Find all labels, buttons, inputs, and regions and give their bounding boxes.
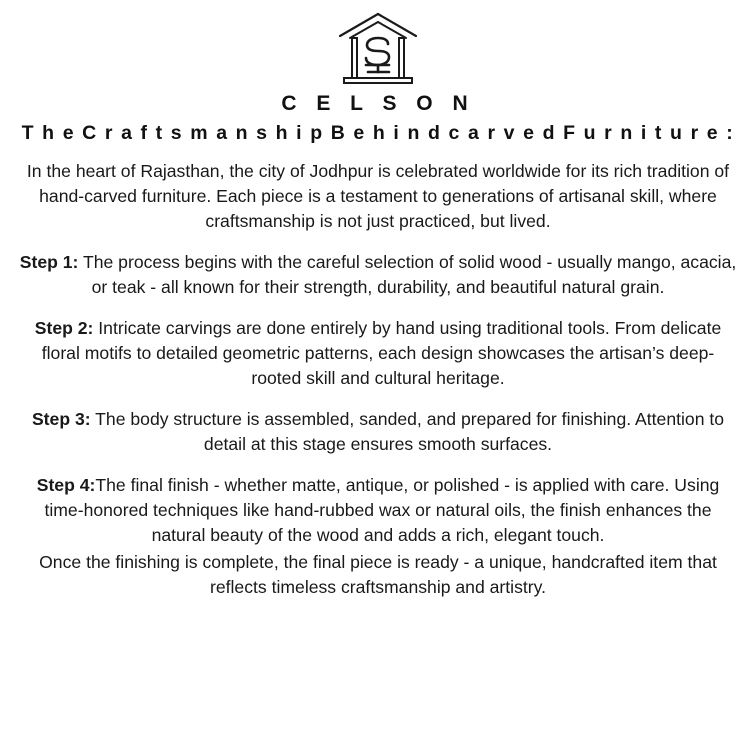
paragraph-step-1 [18,250,738,300]
paragraph-text: The final finish - whether matte, antique, or polished - is applied with care. Using time-honored techniques like hand-rubbed wax or natural oils, the finish enhances the natural beauty of the wood and adds a rich, elegant touch. [44,474,720,545]
step-label: Step 1: [19,251,79,272]
house-monogram-logo-icon [332,10,424,88]
page-title: T h e C r a f t s m a n s h i p B e h i n d c a r v e d F u r n i t u r e : [21,122,735,144]
paragraph-step-3 [18,407,738,457]
step-label: Step 2: [34,317,94,338]
paragraph-step-4 [18,473,738,548]
paragraph-intro [18,159,738,234]
paragraph-text: The body structure is assembled, sanded, and prepared for finishing. Attention to detail at this stage ensures smooth surfaces. [90,408,725,454]
paragraph-closing [18,550,738,600]
paragraph-text: In the heart of Rajasthan, the city of Jodhpur is celebrated worldwide for its rich tradition of hand-carved furniture. Each piece is a testament to generations of artisanal skill, where craftsmanship is not just practiced, but lived. [26,161,730,231]
step-label: Step 3: [31,408,91,429]
paragraph-text: The process begins with the careful selection of solid wood - usually mango, acacia, or teak - all known for their strength, durability, and beautiful natural grain. [78,251,737,297]
paragraph-text: Once the finishing is complete, the final piece is ready - a unique, handcrafted item that reflects timeless craftsmanship and artistry. [39,551,717,597]
paragraph-text: Intricate carvings are done entirely by hand using traditional tools. From delicate floral motifs to detailed geometric patterns, each design showcases the artisan’s deep-rooted skill and cultural heritage. [41,317,722,388]
brand-name: C E L S O N [281,92,475,115]
brand-logo [332,10,424,88]
step-label: Step 4: [36,474,96,495]
paragraph-step-2 [18,316,738,391]
